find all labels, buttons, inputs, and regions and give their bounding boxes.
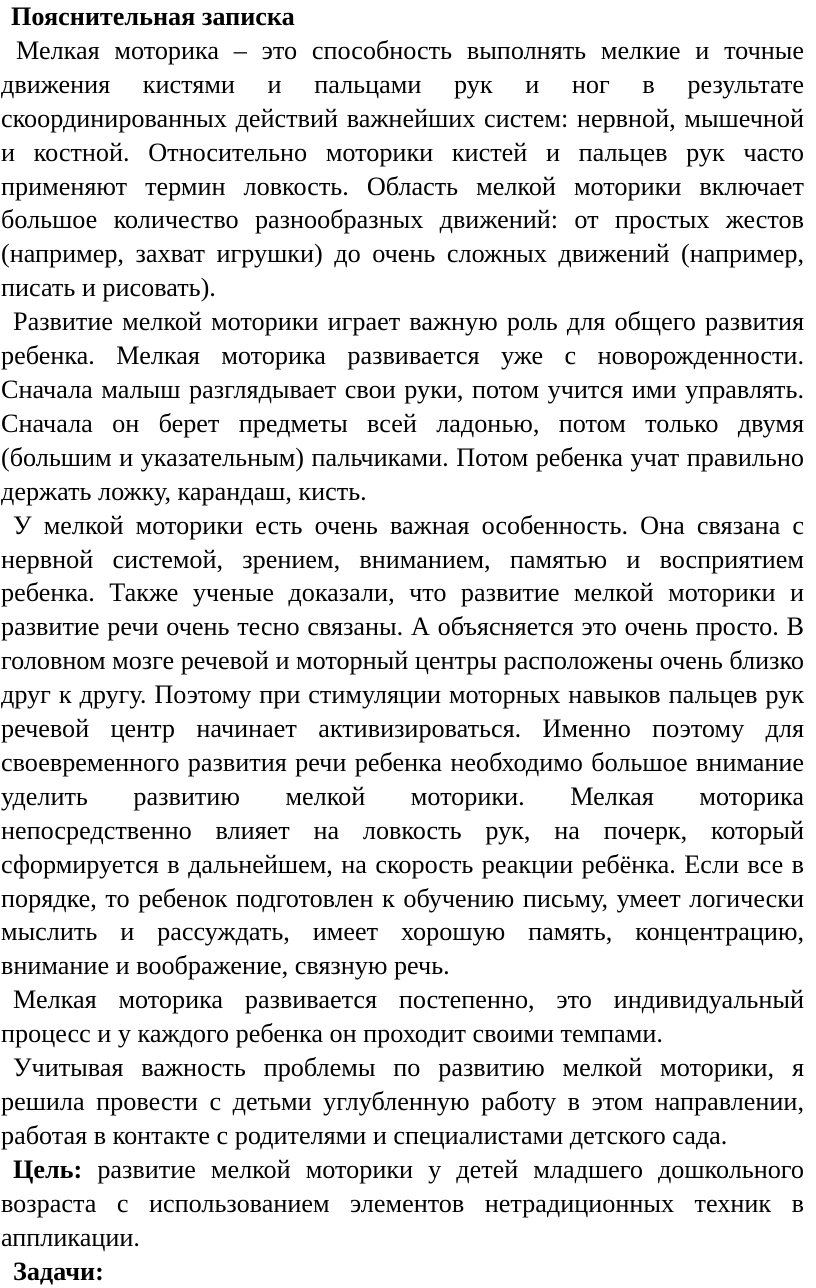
paragraph-development: Развитие мелкой моторики играет важную роль для общего развития ребенка. Мелкая моторика развивается уже с новорожденности. Сначала малыш разглядывает свои руки, потом учится ими управлять. Сначала он берет предметы всей ладонью, потом только двумя (большим и указательным) пальчиками. Потом ребенка учат правильно держать ложку, карандаш, кисть. bbox=[1, 307, 804, 506]
paragraph-importance: Учитывая важность проблемы по развитию мелкой моторики, я решила провести с детьми углубленную работу в этом направлении, работая в контакте с родителями и специалистами детского сада. bbox=[1, 1053, 804, 1150]
paragraph-definition: Мелкая моторика – это способность выполнять мелкие и точные движения кистями и пальцами рук и ног в результате скоординированных действий важнейших систем: нервной, мышечной и костной. Относительно моторики кистей и пальцев рук часто применяют термин ловкость. Область мелкой моторики включает большое количество разнообразных движений: от простых жестов (например, захват игрушки) до очень сложных движений (например, писать и рисовать). bbox=[1, 35, 804, 303]
paragraph-gradual: Мелкая моторика развивается постепенно, это индивидуальный процесс и у каждого ребенка он проходит своими темпами. bbox=[1, 985, 804, 1049]
document-page bbox=[1, 0, 804, 1288]
goal-label: Цель: bbox=[13, 1154, 83, 1184]
goal-paragraph bbox=[1, 1153, 804, 1255]
goal-text: развитие мелкой моторики у детей младшего дошкольного возраста с использованием элементов нетрадиционных техник в аппликации. bbox=[1, 1154, 804, 1252]
paragraph-feature: У мелкой моторики есть очень важная особенность. Она связана с нервной системой, зрением, вниманием, памятью и восприятием ребенка. Также ученые доказали, что развитие мелкой моторики и развитие речи очень тесно связаны. А объясняется это очень просто. В головном мозге речевой и моторный центры расположены очень близко друг к другу. Поэтому при стимуляции моторных навыков пальцев рук речевой центр начинает активизироваться. Именно поэтому для своевременного развития речи ребенка необходимо большое внимание уделить развитию мелкой моторики. Мелкая моторика непосредственно влияет на ловкость рук, на почерк, который сформируется в дальнейшем, на скорость реакции ребёнка. Если все в порядке, то ребенок подготовлен к обучению письму, умеет логически мыслить и рассуждать, имеет хорошую память, концентрацию, внимание и воображение, связную речь. bbox=[1, 510, 804, 981]
document-title: Пояснительная записка bbox=[11, 2, 295, 31]
tasks-heading: Задачи: bbox=[13, 1256, 104, 1286]
